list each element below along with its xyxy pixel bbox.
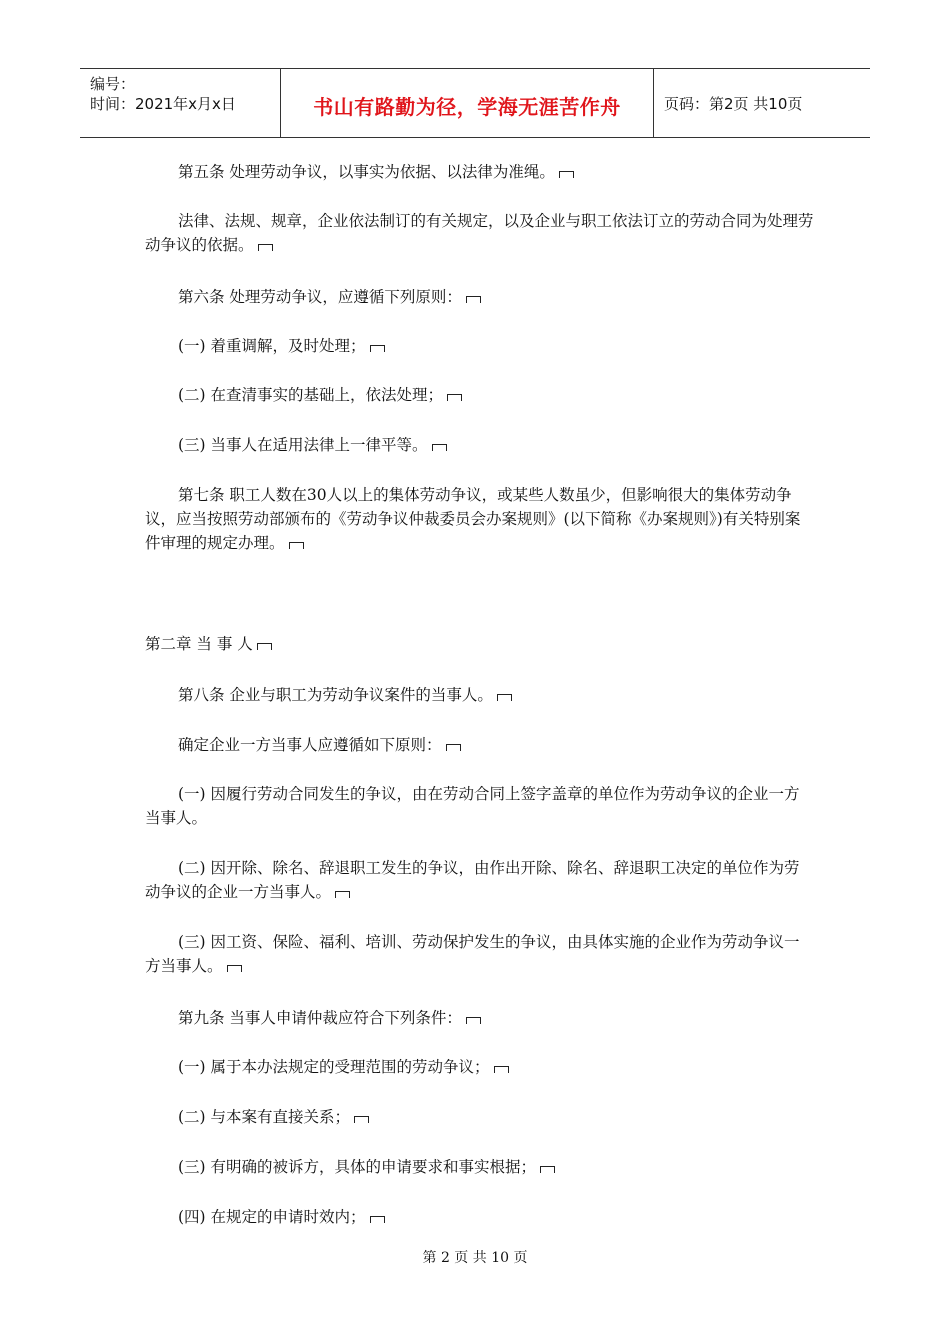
document-time-label: 时间：2021年x月x日	[90, 95, 236, 113]
header-motto	[281, 69, 654, 137]
list-item-condition-2: (二) 与本案有直接关系；	[145, 1105, 815, 1129]
header-page-info	[654, 69, 870, 137]
paragraph-mark-icon	[540, 1166, 555, 1173]
paragraph-article-6: 第六条 处理劳动争议，应遵循下列原则：	[145, 285, 815, 309]
list-item-condition-1: (一) 属于本办法规定的受理范围的劳动争议；	[145, 1055, 815, 1079]
paragraph-mark-icon	[494, 1066, 509, 1073]
page-footer: 第 2 页 共 10 页	[422, 1250, 528, 1266]
paragraph-mark-icon	[289, 542, 304, 549]
paragraph-mark-icon	[497, 694, 512, 701]
list-item-principle-2: (二) 在查清事实的基础上，依法处理；	[145, 383, 815, 407]
document-number-label: 编号：	[90, 75, 136, 93]
motto-text: 书山有路勤为径，学海无涯苦作舟	[313, 95, 621, 119]
list-item-party-1: (一) 因履行劳动合同发生的争议，由在劳动合同上签字盖章的单位作为劳动争议的企业一方当事人。	[145, 785, 800, 827]
chapter-2-heading: 第二章 当 事 人	[145, 632, 815, 656]
list-item-party-3: (三) 因工资、保险、福利、培训、劳动保护发生的争议，由具体实施的企业作为劳动争议一方当事人。	[145, 933, 800, 975]
paragraph-party-principles: 确定企业一方当事人应遵循如下原则：	[145, 733, 815, 757]
paragraph-mark-icon	[370, 345, 385, 352]
paragraph-mark-icon	[447, 394, 462, 401]
paragraph-mark-icon	[432, 444, 447, 451]
header-meta	[80, 69, 281, 137]
paragraph-mark-icon	[335, 891, 350, 898]
page-info-text: 页码：第2页 共10页	[664, 95, 803, 113]
list-item-condition-3: (三) 有明确的被诉方，具体的申请要求和事实根据；	[145, 1155, 815, 1179]
list-item-party-2: (二) 因开除、除名、辞退职工发生的争议，由作出开除、除名、辞退职工决定的单位作为劳动争议的企业一方当事人。	[145, 859, 800, 901]
paragraph-article-7: 第七条 职工人数在30人以上的集体劳动争议，或某些人数虽少，但影响很大的集体劳动争议，应当按照劳动部颁布的《劳动争议仲裁委员会办案规则》(以下简称《办案规则》)有关特别案件审理的规定办理。	[145, 486, 801, 552]
paragraph-article-8: 第八条 企业与职工为劳动争议案件的当事人。	[145, 683, 815, 707]
paragraph-article-9: 第九条 当事人申请仲裁应符合下列条件：	[145, 1006, 815, 1030]
paragraph-mark-icon	[257, 643, 272, 650]
paragraph-article-5: 第五条 处理劳动争议，以事实为依据、以法律为准绳。	[145, 160, 815, 184]
list-item-principle-1: (一) 着重调解，及时处理；	[145, 334, 815, 358]
paragraph-mark-icon	[227, 965, 242, 972]
page-header	[80, 68, 870, 138]
paragraph-mark-icon	[559, 171, 574, 178]
paragraph-mark-icon	[446, 744, 461, 751]
list-item-principle-3: (三) 当事人在适用法律上一律平等。	[145, 433, 815, 457]
list-item-condition-4: (四) 在规定的申请时效内；	[145, 1205, 815, 1229]
paragraph-mark-icon	[258, 244, 273, 251]
paragraph-mark-icon	[466, 296, 481, 303]
paragraph-mark-icon	[370, 1216, 385, 1223]
paragraph-mark-icon	[466, 1017, 481, 1024]
paragraph-mark-icon	[354, 1116, 369, 1123]
paragraph-legal-basis: 法律、法规、规章，企业依法制订的有关规定，以及企业与职工依法订立的劳动合同为处理劳动争议的依据。	[145, 212, 814, 254]
